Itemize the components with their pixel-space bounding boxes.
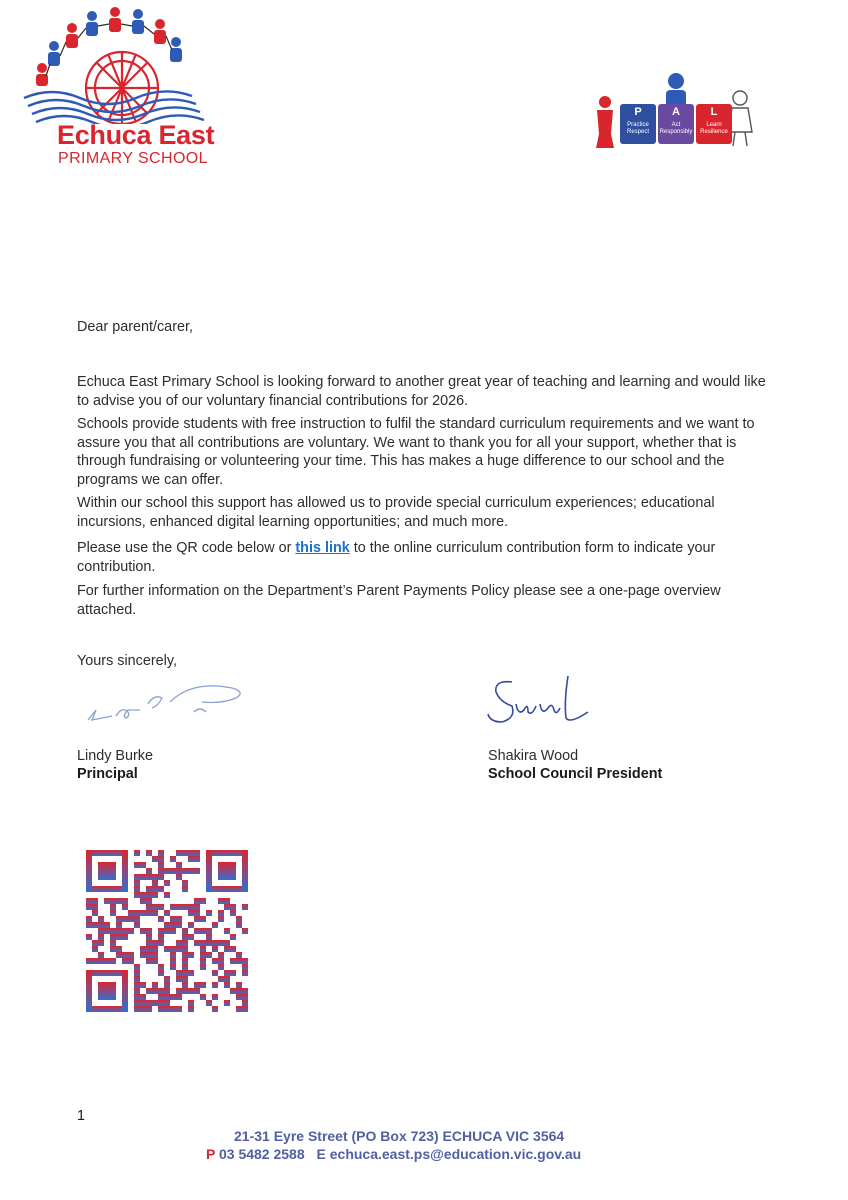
president-role: School Council President [488,766,663,782]
paragraph-intro: Echuca East Primary School is looking forward to another great year of teaching and learning and would like to advise you of our voluntary financial contributions for 2026. [77,374,766,409]
school-logo [22,6,222,166]
greeting: Dear parent/carer, [77,319,193,335]
paragraph-voluntary: Schools provide students with free instruction to fulfil the standard curriculum requirements and we want to assure you that all contributions are voluntary. We want to thank you for all your support, whether that is through fundraising or volunteering your time. This has makes a huge difference to our school and the programs we can offer. [77,416,755,488]
phone-label: P [206,1146,216,1162]
email-label: E [316,1146,326,1162]
pal-piece-a: A Act Responsibly [658,104,694,144]
school-emblem-icon [22,6,222,124]
school-subtitle: PRIMARY SCHOOL [58,150,208,167]
email-address[interactable]: echuca.east.ps@education.vic.gov.au [329,1146,582,1162]
principal-role: Principal [77,766,138,782]
school-name: Echuca East [57,120,215,150]
qr-code[interactable] [86,850,248,1012]
closing: Yours sincerely, [77,653,177,669]
paragraph-qr: Please use the QR code below or this link to the online curriculum contribution form to indicate your contribution. [77,540,716,575]
pal-piece-l: L Learn Resilience [696,104,732,144]
president-name: Shakira Wood [488,748,579,764]
phone-number[interactable]: 03 5482 2588 [218,1146,305,1162]
red-figure-icon [594,94,616,150]
blue-figure-icon [662,72,690,108]
president-signature [484,672,594,732]
paragraph-policy: For further information on the Department’s Parent Payments Policy please see a one-page overview attached. [77,583,721,618]
footer-address: 21-31 Eyre Street (PO Box 723) ECHUCA VIC 3564 [234,1128,565,1144]
footer-contact [206,1146,581,1162]
principal-name: Lindy Burke [77,748,153,764]
pal-logo [594,72,758,154]
contribution-form-link[interactable]: this link [295,540,350,556]
pal-piece-p: P Practice Respect [620,104,656,144]
paragraph-support: Within our school this support has allowed us to provide special curriculum experiences; educational incursions, enhanced digital learning opportunities; and much more. [77,495,715,530]
principal-signature [82,676,252,726]
page-number: 1 [77,1108,86,1124]
